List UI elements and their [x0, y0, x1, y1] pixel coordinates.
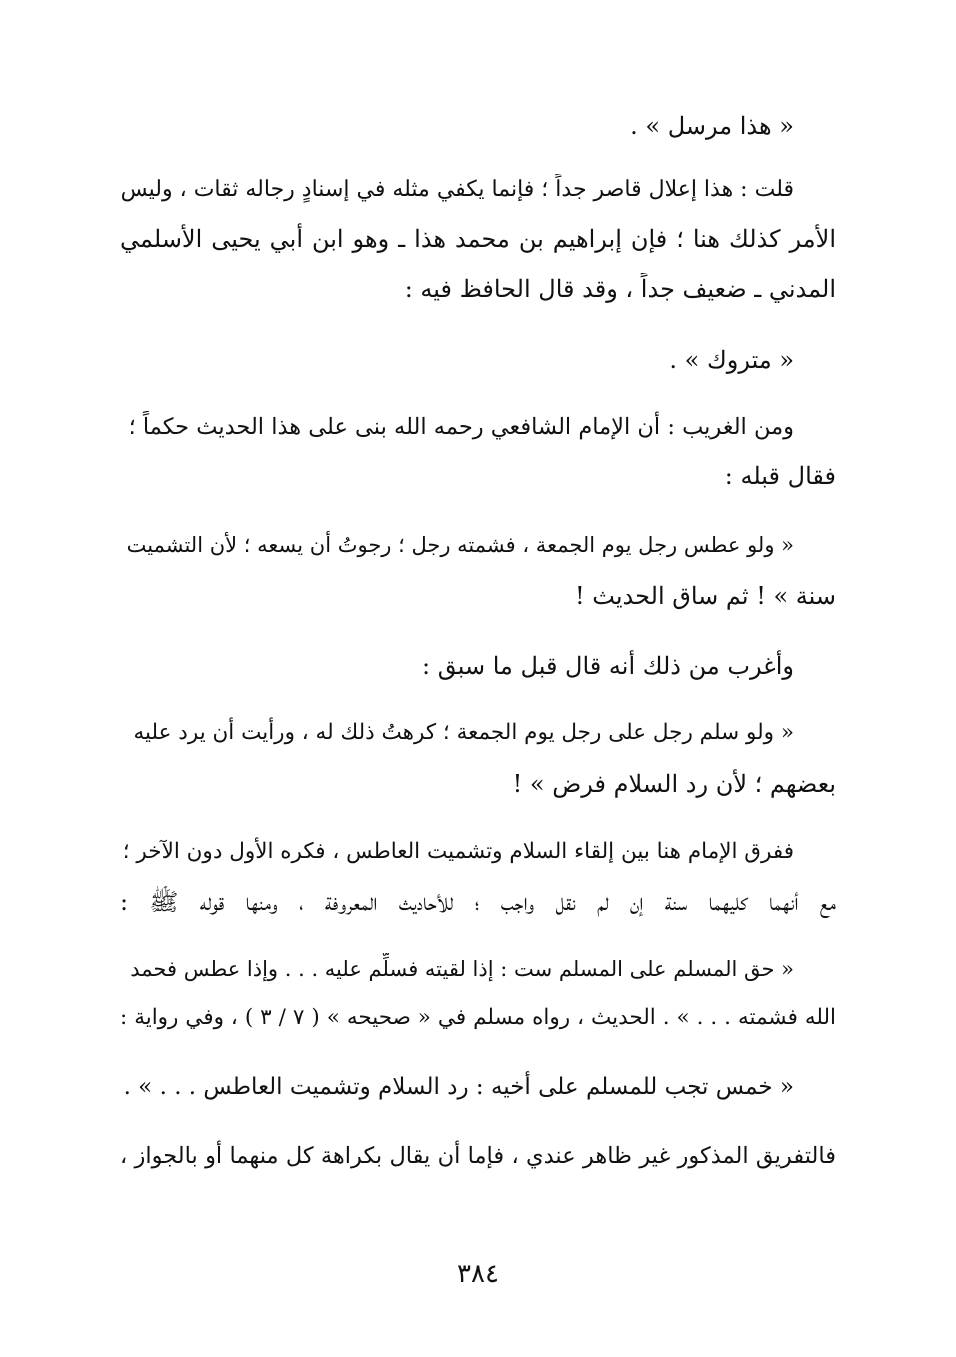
- paragraph-line: فالتفريق المذكور غير ظاهر عندي ، فإما أن يقال بكراهة كل منهما أو بالجواز ،: [120, 1143, 836, 1169]
- quote-line: « ولو سلم رجل على رجل يوم الجمعة ؛ كرهتُ ذلك له ، ورأيت أن يرد عليه: [133, 720, 794, 745]
- paragraph-line: الأمر كذلك هنا ؛ فإن إبراهيم بن محمد هذا ـ وهو ابن أبي يحيى الأسلمي: [120, 225, 836, 253]
- page-number: ٣٨٤: [457, 1259, 499, 1289]
- hadith-line: الله فشمته . . . » . الحديث ، رواه مسلم في « صحيحه » ( ٧ / ٣ ) ، وفي رواية :: [120, 1005, 836, 1030]
- hadith-line: « حق المسلم على المسلم ست : إذا لقيته فسلِّم عليه . . . وإذا عطس فحمد: [130, 957, 794, 981]
- quote-line: « هذا مرسل » .: [630, 112, 794, 140]
- quote-line: سنة » ! ثم ساق الحديث !: [575, 582, 836, 610]
- paragraph-line: ففرق الإمام هنا بين إلقاء السلام وتشميت العاطس ، فكره الأول دون الآخر ؛: [122, 839, 794, 864]
- paragraph-line: مع أنهما كليهما سنة إن لم نقل واجب ؛ للأحاديث المعروفة ، ومنها قوله ﷺ :: [120, 888, 836, 916]
- quote-line: « ولو عطس رجل يوم الجمعة ، فشمته رجل ؛ رجوتُ أن يسعه ؛ لأن التشميت: [126, 533, 794, 557]
- paragraph-line: ومن الغريب : أن الإمام الشافعي رحمه الله بنى على هذا الحديث حكماً ؛: [128, 414, 794, 440]
- quote-line: بعضهم ؛ لأن رد السلام فرض » !: [512, 770, 836, 798]
- paragraph-line: المدني ـ ضعيف جداً ، وقد قال الحافظ فيه :: [404, 275, 836, 303]
- hadith-line: « خمس تجب للمسلم على أخيه : رد السلام وتشميت العاطس . . . » .: [123, 1074, 794, 1100]
- paragraph-line: وأغرب من ذلك أنه قال قبل ما سبق :: [422, 652, 794, 680]
- paragraph-line: قلت : هذا إعلال قاصر جداً ؛ فإنما يكفي مثله في إسنادٍ رجاله ثقات ، وليس: [120, 177, 794, 202]
- paragraph-line: فقال قبله :: [724, 462, 836, 490]
- quote-line: « متروك » .: [669, 346, 794, 374]
